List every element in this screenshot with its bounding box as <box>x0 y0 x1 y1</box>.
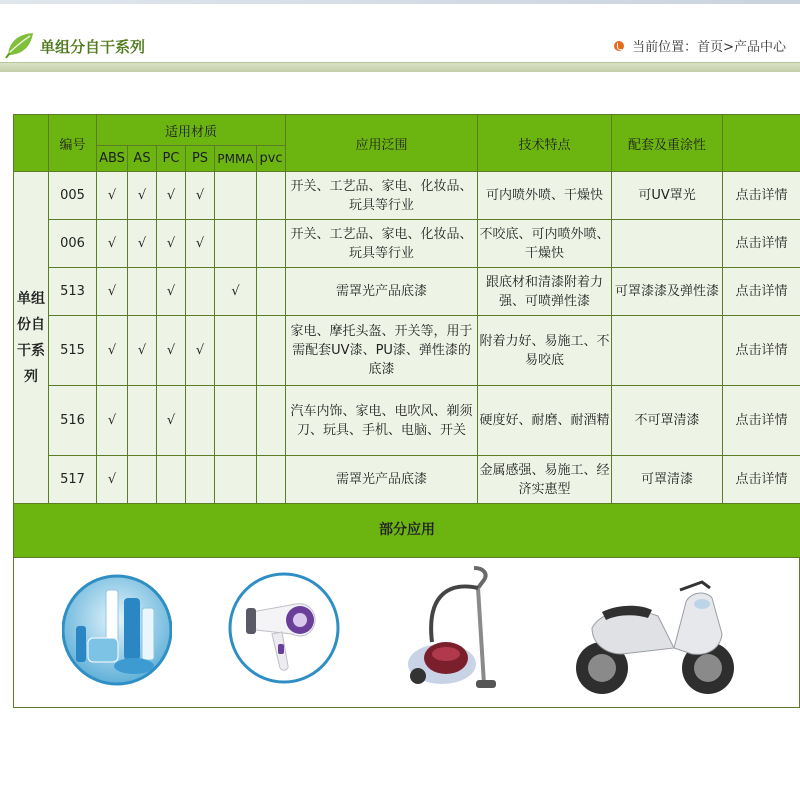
check-pvc <box>257 316 286 386</box>
check-pc: √ <box>157 316 186 386</box>
check-abs: √ <box>97 316 128 386</box>
check-abs: √ <box>97 386 128 456</box>
material-pc: PC <box>157 146 186 172</box>
table-row <box>14 456 800 504</box>
row-features: 金属感强、易施工、经济实惠型 <box>478 456 612 504</box>
check-pvc <box>257 456 286 504</box>
check-abs: √ <box>97 220 128 268</box>
check-pmma <box>215 172 257 220</box>
row-code: 516 <box>49 386 97 456</box>
check-ps <box>186 386 215 456</box>
check-pc <box>157 456 186 504</box>
row-application: 需罩光产品底漆 <box>286 456 478 504</box>
leaf-icon <box>4 28 36 60</box>
details-link[interactable]: 点击详情 <box>723 386 800 456</box>
check-pmma <box>215 386 257 456</box>
check-ps: √ <box>186 316 215 386</box>
check-pvc <box>257 268 286 316</box>
check-as <box>128 456 157 504</box>
check-as: √ <box>128 316 157 386</box>
row-application: 开关、工艺品、家电、化妆品、玩具等行业 <box>286 172 478 220</box>
details-link[interactable]: 点击详情 <box>723 456 800 504</box>
row-code: 515 <box>49 316 97 386</box>
material-abs: ABS <box>97 146 128 172</box>
check-abs: √ <box>97 172 128 220</box>
header-details <box>723 115 800 172</box>
details-link[interactable]: 点击详情 <box>723 172 800 220</box>
row-code: 005 <box>49 172 97 220</box>
check-pc: √ <box>157 220 186 268</box>
row-recoat: 不可罩清漆 <box>612 386 723 456</box>
material-pvc: pvc <box>257 146 286 172</box>
row-code: 517 <box>49 456 97 504</box>
check-pc: √ <box>157 268 186 316</box>
row-code: 513 <box>49 268 97 316</box>
details-link[interactable]: 点击详情 <box>723 316 800 386</box>
row-application: 汽车内饰、家电、电吹风、剃须刀、玩具、手机、电脑、开关 <box>286 386 478 456</box>
check-abs: √ <box>97 456 128 504</box>
row-features: 硬度好、耐磨、耐酒精 <box>478 386 612 456</box>
check-ps: √ <box>186 172 215 220</box>
row-features: 跟底材和清漆附着力强、可喷弹性漆 <box>478 268 612 316</box>
material-ps: PS <box>186 146 215 172</box>
section-title: 单组分自干系列 <box>40 38 146 56</box>
vacuum-cleaner-image <box>392 562 504 698</box>
row-features: 不咬底、可内喷外喷、干燥快 <box>478 220 612 268</box>
material-as: AS <box>128 146 157 172</box>
check-pmma <box>215 220 257 268</box>
scooter-image <box>562 564 744 700</box>
row-application: 家电、摩托头盔、开关等，用于需配套UV漆、PU漆、弹性漆的底漆 <box>286 316 478 386</box>
page-header <box>0 0 800 72</box>
header-blank <box>14 115 49 172</box>
material-pmma: PMMA <box>215 146 257 172</box>
table-row <box>14 220 800 268</box>
applications-header-row <box>14 504 800 558</box>
header-recoat: 配套及重涂性 <box>612 115 723 172</box>
check-pmma <box>215 316 257 386</box>
row-recoat: 可UV罩光 <box>612 172 723 220</box>
applications-gallery <box>13 558 800 708</box>
breadcrumb <box>614 36 786 55</box>
breadcrumb-path[interactable]: 首页>产品中心 <box>697 40 786 55</box>
check-as: √ <box>128 172 157 220</box>
row-features: 附着力好、易施工、不易咬底 <box>478 316 612 386</box>
check-pc: √ <box>157 386 186 456</box>
row-recoat: 可罩清漆 <box>612 456 723 504</box>
row-code: 006 <box>49 220 97 268</box>
row-features: 可内喷外喷、干燥快 <box>478 172 612 220</box>
header-code: 编号 <box>49 115 97 172</box>
check-as <box>128 268 157 316</box>
header-materials: 适用材质 <box>97 115 286 146</box>
check-pvc <box>257 172 286 220</box>
applications-title: 部分应用 <box>14 504 800 558</box>
header-application: 应用泛围 <box>286 115 478 172</box>
row-recoat <box>612 220 723 268</box>
row-application: 开关、工艺品、家电、化妆品、玩具等行业 <box>286 220 478 268</box>
check-pc: √ <box>157 172 186 220</box>
check-as <box>128 386 157 456</box>
check-pvc <box>257 386 286 456</box>
product-table <box>13 114 800 558</box>
check-pmma: √ <box>215 268 257 316</box>
hair-dryer-image <box>226 570 342 686</box>
header-bar <box>0 62 800 72</box>
details-link[interactable]: 点击详情 <box>723 268 800 316</box>
details-link[interactable]: 点击详情 <box>723 220 800 268</box>
table-row <box>14 172 800 220</box>
check-ps <box>186 456 215 504</box>
table-row <box>14 268 800 316</box>
row-recoat <box>612 316 723 386</box>
table-row <box>14 386 800 456</box>
row-recoat: 可罩漆漆及弹性漆 <box>612 268 723 316</box>
top-strip <box>0 0 800 4</box>
table-row <box>14 316 800 386</box>
check-pvc <box>257 220 286 268</box>
header-features: 技术特点 <box>478 115 612 172</box>
breadcrumb-prefix: 当前位置： <box>632 40 698 55</box>
row-application: 需罩光产品底漆 <box>286 268 478 316</box>
cosmetics-image <box>62 568 172 688</box>
series-label: 单组份自干系列 <box>14 172 49 504</box>
check-as: √ <box>128 220 157 268</box>
check-ps <box>186 268 215 316</box>
location-icon <box>614 41 624 51</box>
check-ps: √ <box>186 220 215 268</box>
check-pmma <box>215 456 257 504</box>
check-abs: √ <box>97 268 128 316</box>
